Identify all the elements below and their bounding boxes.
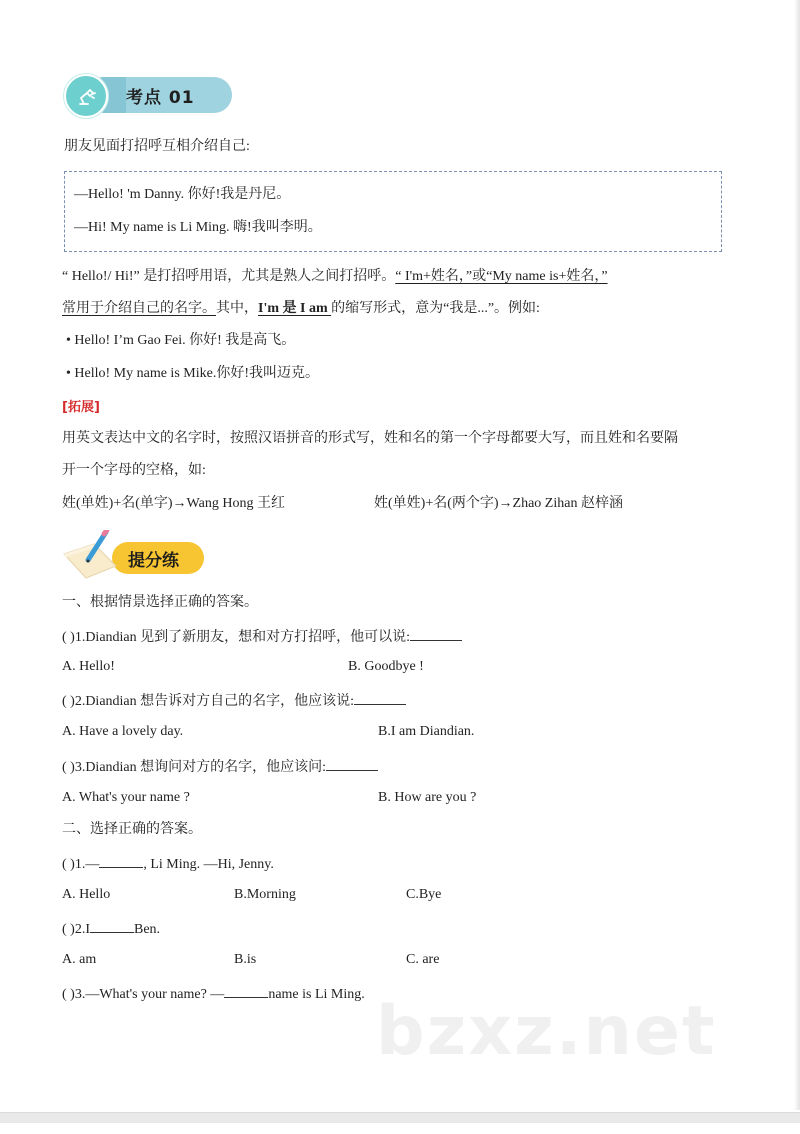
part2-q1-option-b: B.Morning (234, 887, 296, 902)
question-stem: ( )2.I (62, 922, 90, 937)
next-page (0, 1123, 800, 1134)
question-stem: , Li Ming. —Hi, Jenny. (143, 857, 274, 872)
part1-q2-option-b: B.I am Diandian. (378, 724, 475, 739)
part1-q2-option-a: A. Have a lovely day. (62, 724, 184, 739)
explanation-keyword: I'm 是 I am (258, 301, 332, 316)
part1-q3-option-a: A. What's your name ? (62, 790, 190, 805)
practice-badge-title: 提分练 (128, 551, 179, 571)
part2-q3 (62, 983, 365, 1004)
desk-lamp-icon (64, 74, 108, 118)
practice-badge (60, 530, 210, 580)
question-stem: ( )3.—What's your name? — (62, 987, 225, 1002)
watermark: bzxz.net (376, 992, 717, 1071)
explanation-line-1 (62, 268, 608, 286)
example-line-2: —Hi! My name is Li Ming. 嗨!我叫李明。 (74, 220, 322, 235)
extension-example-left: 姓(单姓)+名(单字)→Wang Hong 王红 (62, 496, 285, 511)
part1-q1-option-a: A. Hello! (62, 659, 115, 674)
explanation-text: “ Hello!/ Hi!” 是打招呼用语，尤其是熟人之间打招呼。 (62, 269, 396, 284)
answer-blank[interactable] (99, 853, 143, 868)
part1-q1-option-b: B. Goodbye ! (348, 659, 424, 674)
example-box (64, 171, 722, 252)
explanation-line-2 (62, 300, 540, 318)
part2-q2-option-a: A. am (62, 952, 97, 967)
extension-example-right: 姓(单姓)+名(两个字)→Zhao Zihan 赵梓涵 (374, 496, 623, 511)
part2-q2 (62, 918, 160, 939)
answer-blank[interactable] (224, 983, 268, 998)
part1-q2 (62, 690, 406, 711)
example-sentence-1: • Hello! I’m Gao Fei. 你好! 我是高飞。 (66, 333, 296, 348)
answer-blank[interactable] (410, 626, 462, 641)
part1-q1 (62, 626, 462, 647)
explanation-underlined: “ I'm+姓名，”或“My name is+姓名，” (395, 269, 608, 284)
explanation-text: 的缩写形式，意为“我是...”。例如: (331, 301, 540, 316)
question-stem: ( )3.Diandian 想询问对方的名字，他应该问: (62, 760, 327, 775)
answer-blank[interactable] (326, 756, 378, 771)
notepad-pencil-icon (60, 530, 130, 582)
answer-blank[interactable] (354, 690, 406, 705)
example-sentence-2: • Hello! My name is Mike.你好!我叫迈克。 (66, 366, 319, 381)
question-stem: ( )2.Diandian 想告诉对方自己的名字，他应该说: (62, 694, 355, 709)
part2-q2-option-c: C. are (406, 952, 440, 967)
extension-label: [拓展] (62, 400, 100, 415)
part1-heading: 一、根据情景选择正确的答案。 (62, 595, 258, 610)
explanation-underlined: 常用于介绍自己的名字。 (62, 301, 216, 316)
part2-q1-option-c: C.Bye (406, 887, 442, 902)
section-badge-title: 考点 01 (126, 88, 195, 108)
question-stem: ( )1.Diandian 见到了新朋友，想和对方打招呼，他可以说: (62, 630, 411, 645)
part1-q3 (62, 756, 378, 777)
extension-line-2: 开一个字母的空格，如: (62, 463, 206, 478)
part2-q1 (62, 853, 274, 874)
part2-heading: 二、选择正确的答案。 (62, 822, 202, 837)
explanation-text: 其中， (216, 301, 258, 316)
section-badge (64, 74, 232, 116)
question-stem: name is Li Ming. (268, 987, 365, 1002)
part1-q3-option-b: B. How are you ? (378, 790, 477, 805)
question-stem: Ben. (134, 922, 161, 937)
page-edge (794, 0, 800, 1110)
part2-q1-option-a: A. Hello (62, 887, 111, 902)
example-line-1: —Hello! 'm Danny. 你好!我是丹尼。 (74, 187, 291, 202)
part2-q2-option-b: B.is (234, 952, 257, 967)
answer-blank[interactable] (90, 918, 134, 933)
intro-text: 朋友见面打招呼互相介绍自己: (64, 139, 250, 154)
extension-line-1: 用英文表达中文的名字时，按照汉语拼音的形式写，姓和名的第一个字母都要大写，而且姓和名要隔 (62, 431, 678, 446)
question-stem: ( )1.— (62, 857, 100, 872)
